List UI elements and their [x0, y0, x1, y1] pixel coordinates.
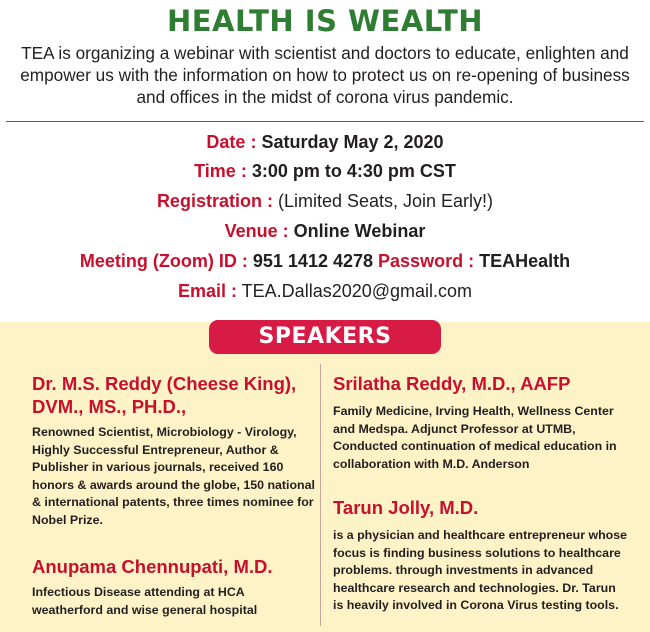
password-value: TEAHealth: [479, 251, 571, 271]
email-label: Email :: [177, 281, 237, 301]
intro-text: TEA is organizing a webinar with scientist and doctors to educate, enlighten and empower us with the information on how to protect us on re-opening of business and offices in the midst of corona virus pandemic.: [20, 43, 630, 107]
speaker-name: Srilatha Reddy, M.D., AAFP: [333, 373, 571, 394]
speaker-description: is a physician and healthcare entrepreneur whose focus is finding business solutions to healthcare problems. through investments in advanced healthcare research and technologies. Dr. Tarun is heavily involved in Corona Virus testing tools.: [333, 528, 628, 612]
email-row: [0, 279, 650, 303]
date-label: Date :: [206, 132, 257, 152]
venue-row: [0, 219, 650, 243]
password-label: Password :: [378, 251, 475, 271]
meeting-row: [0, 249, 650, 273]
venue-label: Venue :: [224, 221, 289, 241]
registration-value: (Limited Seats, Join Early!): [277, 191, 494, 211]
email-value[interactable]: TEA.Dallas2020@gmail.com: [241, 281, 473, 301]
speaker-description: Renowned Scientist, Microbiology - Virology, Highly Successful Entrepreneur, Author & Publisher in various journals, received 160 honors & awards around the globe, 150 national & international patents, three times nominee for Nobel Prize.: [32, 425, 315, 527]
time-label: Time :: [194, 161, 247, 181]
meeting-value: 951 1412 4278: [252, 251, 374, 271]
meeting-label: Meeting (Zoom) ID :: [79, 251, 248, 271]
registration-label: Registration :: [156, 191, 273, 211]
date-value: Saturday May 2, 2020: [261, 132, 444, 152]
divider-line: [6, 121, 644, 122]
speaker-name: Tarun Jolly, M.D.: [333, 497, 479, 518]
speakers-heading: SPEAKERS: [209, 320, 441, 354]
speaker-name: Dr. M.S. Reddy (Cheese King), DVM., MS., PH.D.,: [32, 373, 297, 417]
registration-row: [0, 189, 650, 213]
venue-value: Online Webinar: [293, 221, 426, 241]
column-divider: [320, 364, 321, 626]
time-value: 3:00 pm to 4:30 pm CST: [251, 161, 456, 181]
time-row: [0, 159, 650, 183]
page-title: HEALTH IS WEALTH: [166, 4, 484, 38]
speaker-name: Anupama Chennupati, M.D.: [32, 556, 273, 577]
date-row: [0, 130, 650, 154]
speaker-description: Infectious Disease attending at HCA weatherford and wise general hospital: [32, 585, 258, 617]
speaker-description: Family Medicine, Irving Health, Wellness Center and Medspa. Adjunct Professor at UTMB, Conducted continuation of medical education in collaboration with M.D. Anderson: [333, 404, 617, 471]
